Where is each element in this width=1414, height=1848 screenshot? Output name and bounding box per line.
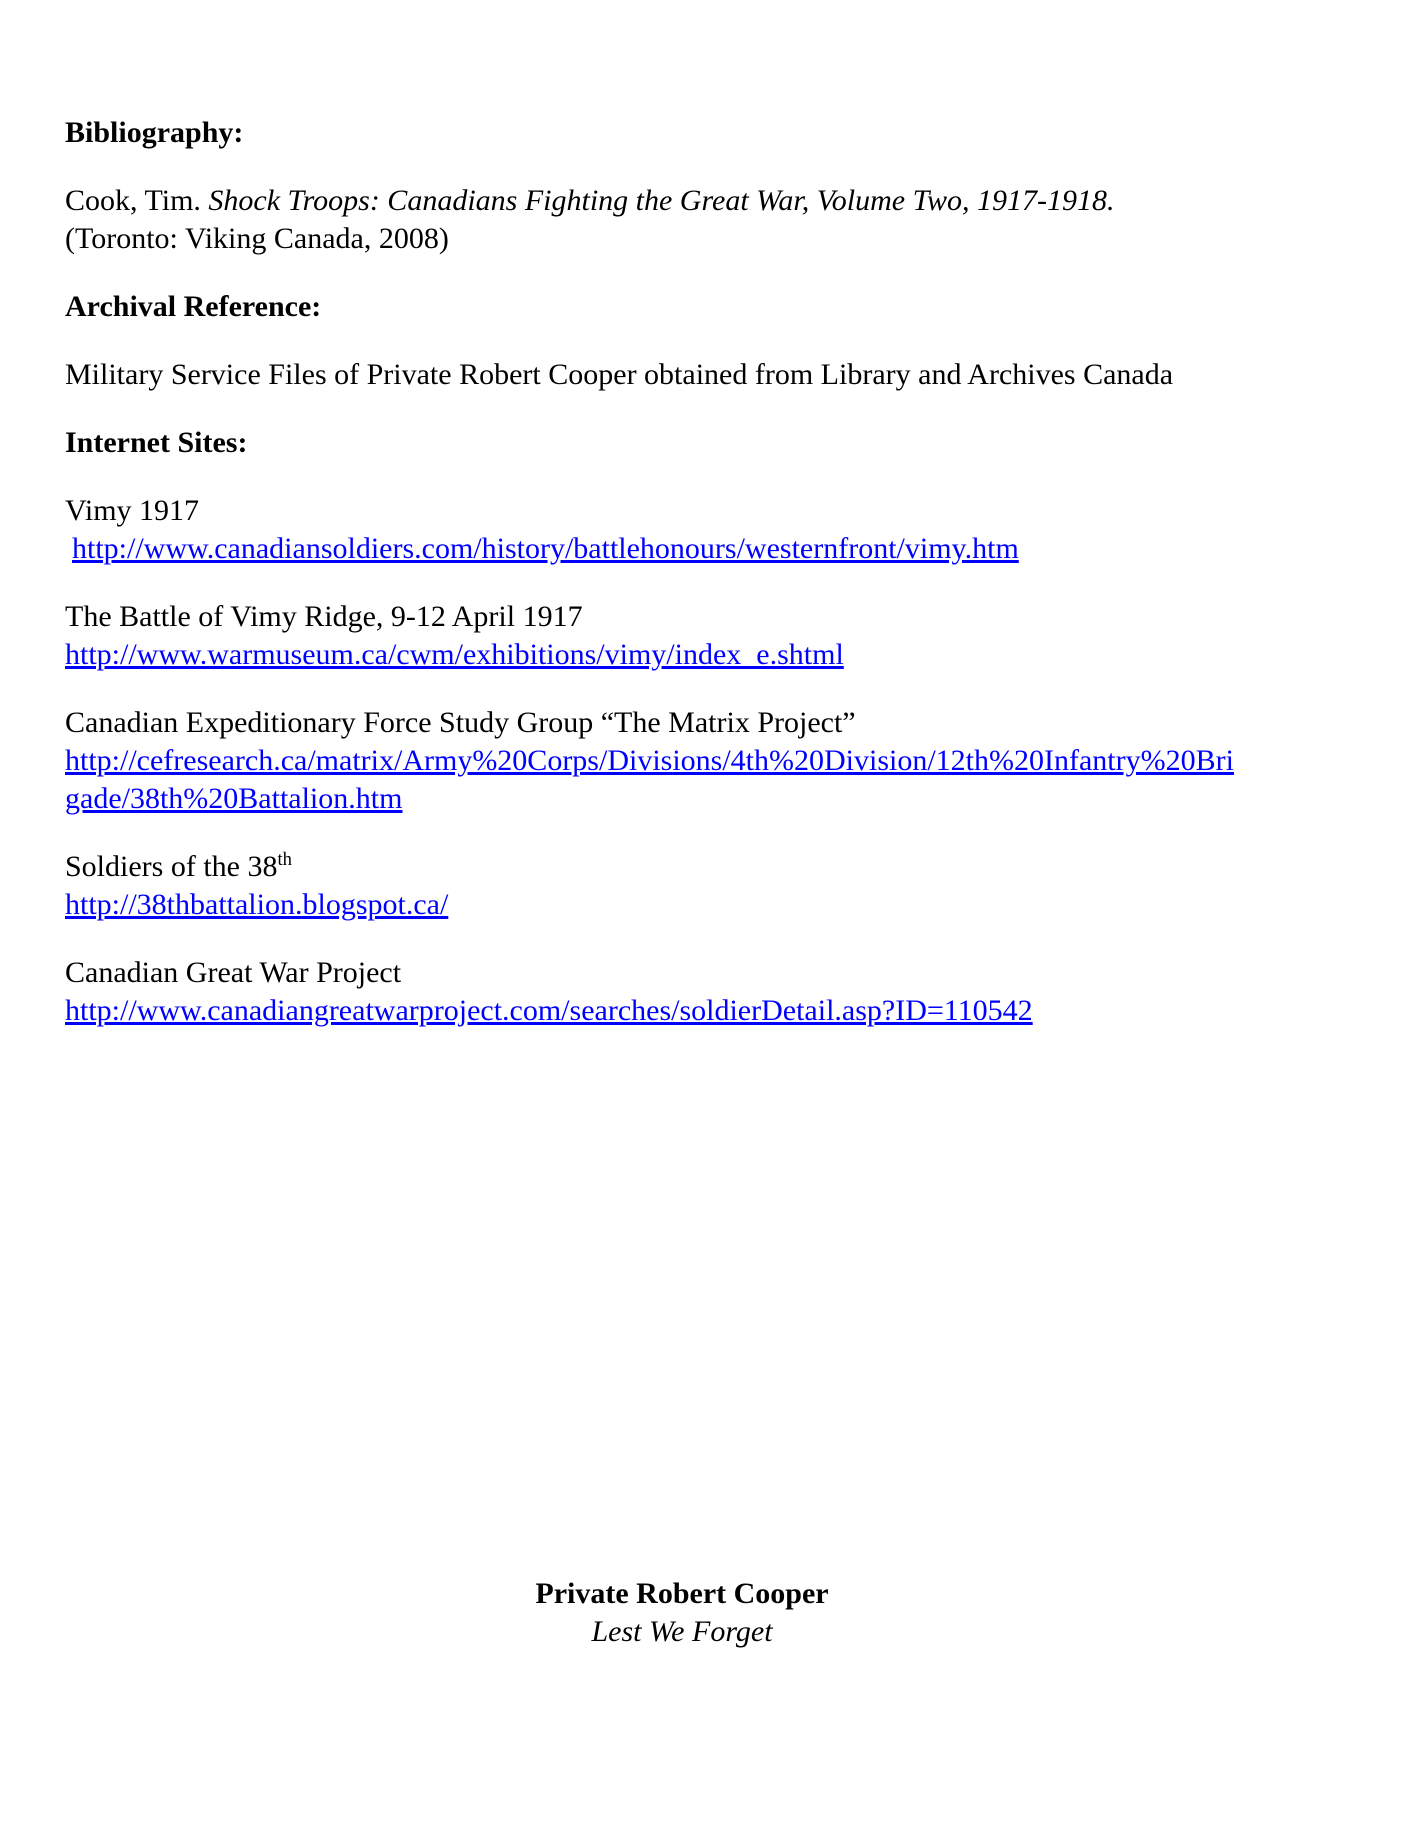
site-label: Canadian Expeditionary Force Study Group “The Matrix Project” [65, 706, 856, 739]
footer-motto: Lest We Forget [591, 1615, 773, 1648]
site-label: Vimy 1917 [65, 494, 200, 527]
bibliography-heading: Bibliography: [65, 116, 244, 149]
site-label: Soldiers of the 38 [65, 850, 278, 883]
book-title: Shock Troops: Canadians Fighting the Great War, Volume Two, 1917-1918. [208, 184, 1115, 217]
book-author: Cook, Tim. [65, 184, 209, 217]
site-entry-canadian-great-war-project [65, 954, 1299, 1030]
site-label: The Battle of Vimy Ridge, 9-12 April 1917 [65, 600, 583, 633]
site-link-canadiansoldiers[interactable]: http://www.canadiansoldiers.com/history/battlehonours/westernfront/vimy.htm [72, 532, 1019, 565]
site-entry-soldiers-of-38th [65, 848, 1299, 924]
site-link-warmuseum[interactable]: http://www.warmuseum.ca/cwm/exhibitions/vimy/index_e.shtml [65, 638, 844, 671]
site-link-line2: gade/38th%20Battalion.htm [65, 782, 403, 815]
blank-space [65, 1060, 1299, 1575]
document-footer [65, 1575, 1299, 1651]
site-entry-vimy-1917 [65, 492, 1299, 568]
site-label: Canadian Great War Project [65, 956, 402, 989]
document-content [65, 114, 1299, 1651]
site-link-line1: http://cefresearch.ca/matrix/Army%20Corps/Divisions/4th%20Division/12th%20Infantry%20Bri [65, 744, 1234, 777]
site-entry-battle-vimy-ridge [65, 598, 1299, 674]
archival-reference-heading: Archival Reference: [65, 290, 322, 323]
book-publisher: (Toronto: Viking Canada, 2008) [65, 222, 449, 255]
site-label-superscript: th [277, 849, 292, 870]
archival-reference-text: Military Service Files of Private Robert Cooper obtained from Library and Archives Canada [65, 358, 1174, 391]
site-link-cefresearch[interactable] [65, 744, 1234, 815]
site-entry-cef-study-group [65, 704, 1299, 818]
site-link-canadiangreatwarproject[interactable]: http://www.canadiangreatwarproject.com/searches/soldierDetail.asp?ID=110542 [65, 994, 1033, 1027]
site-link-38thbattalion-blogspot[interactable]: http://38thbattalion.blogspot.ca/ [65, 888, 449, 921]
internet-sites-heading: Internet Sites: [65, 426, 248, 459]
bibliography-entry [65, 182, 1299, 258]
footer-name: Private Robert Cooper [535, 1577, 829, 1610]
